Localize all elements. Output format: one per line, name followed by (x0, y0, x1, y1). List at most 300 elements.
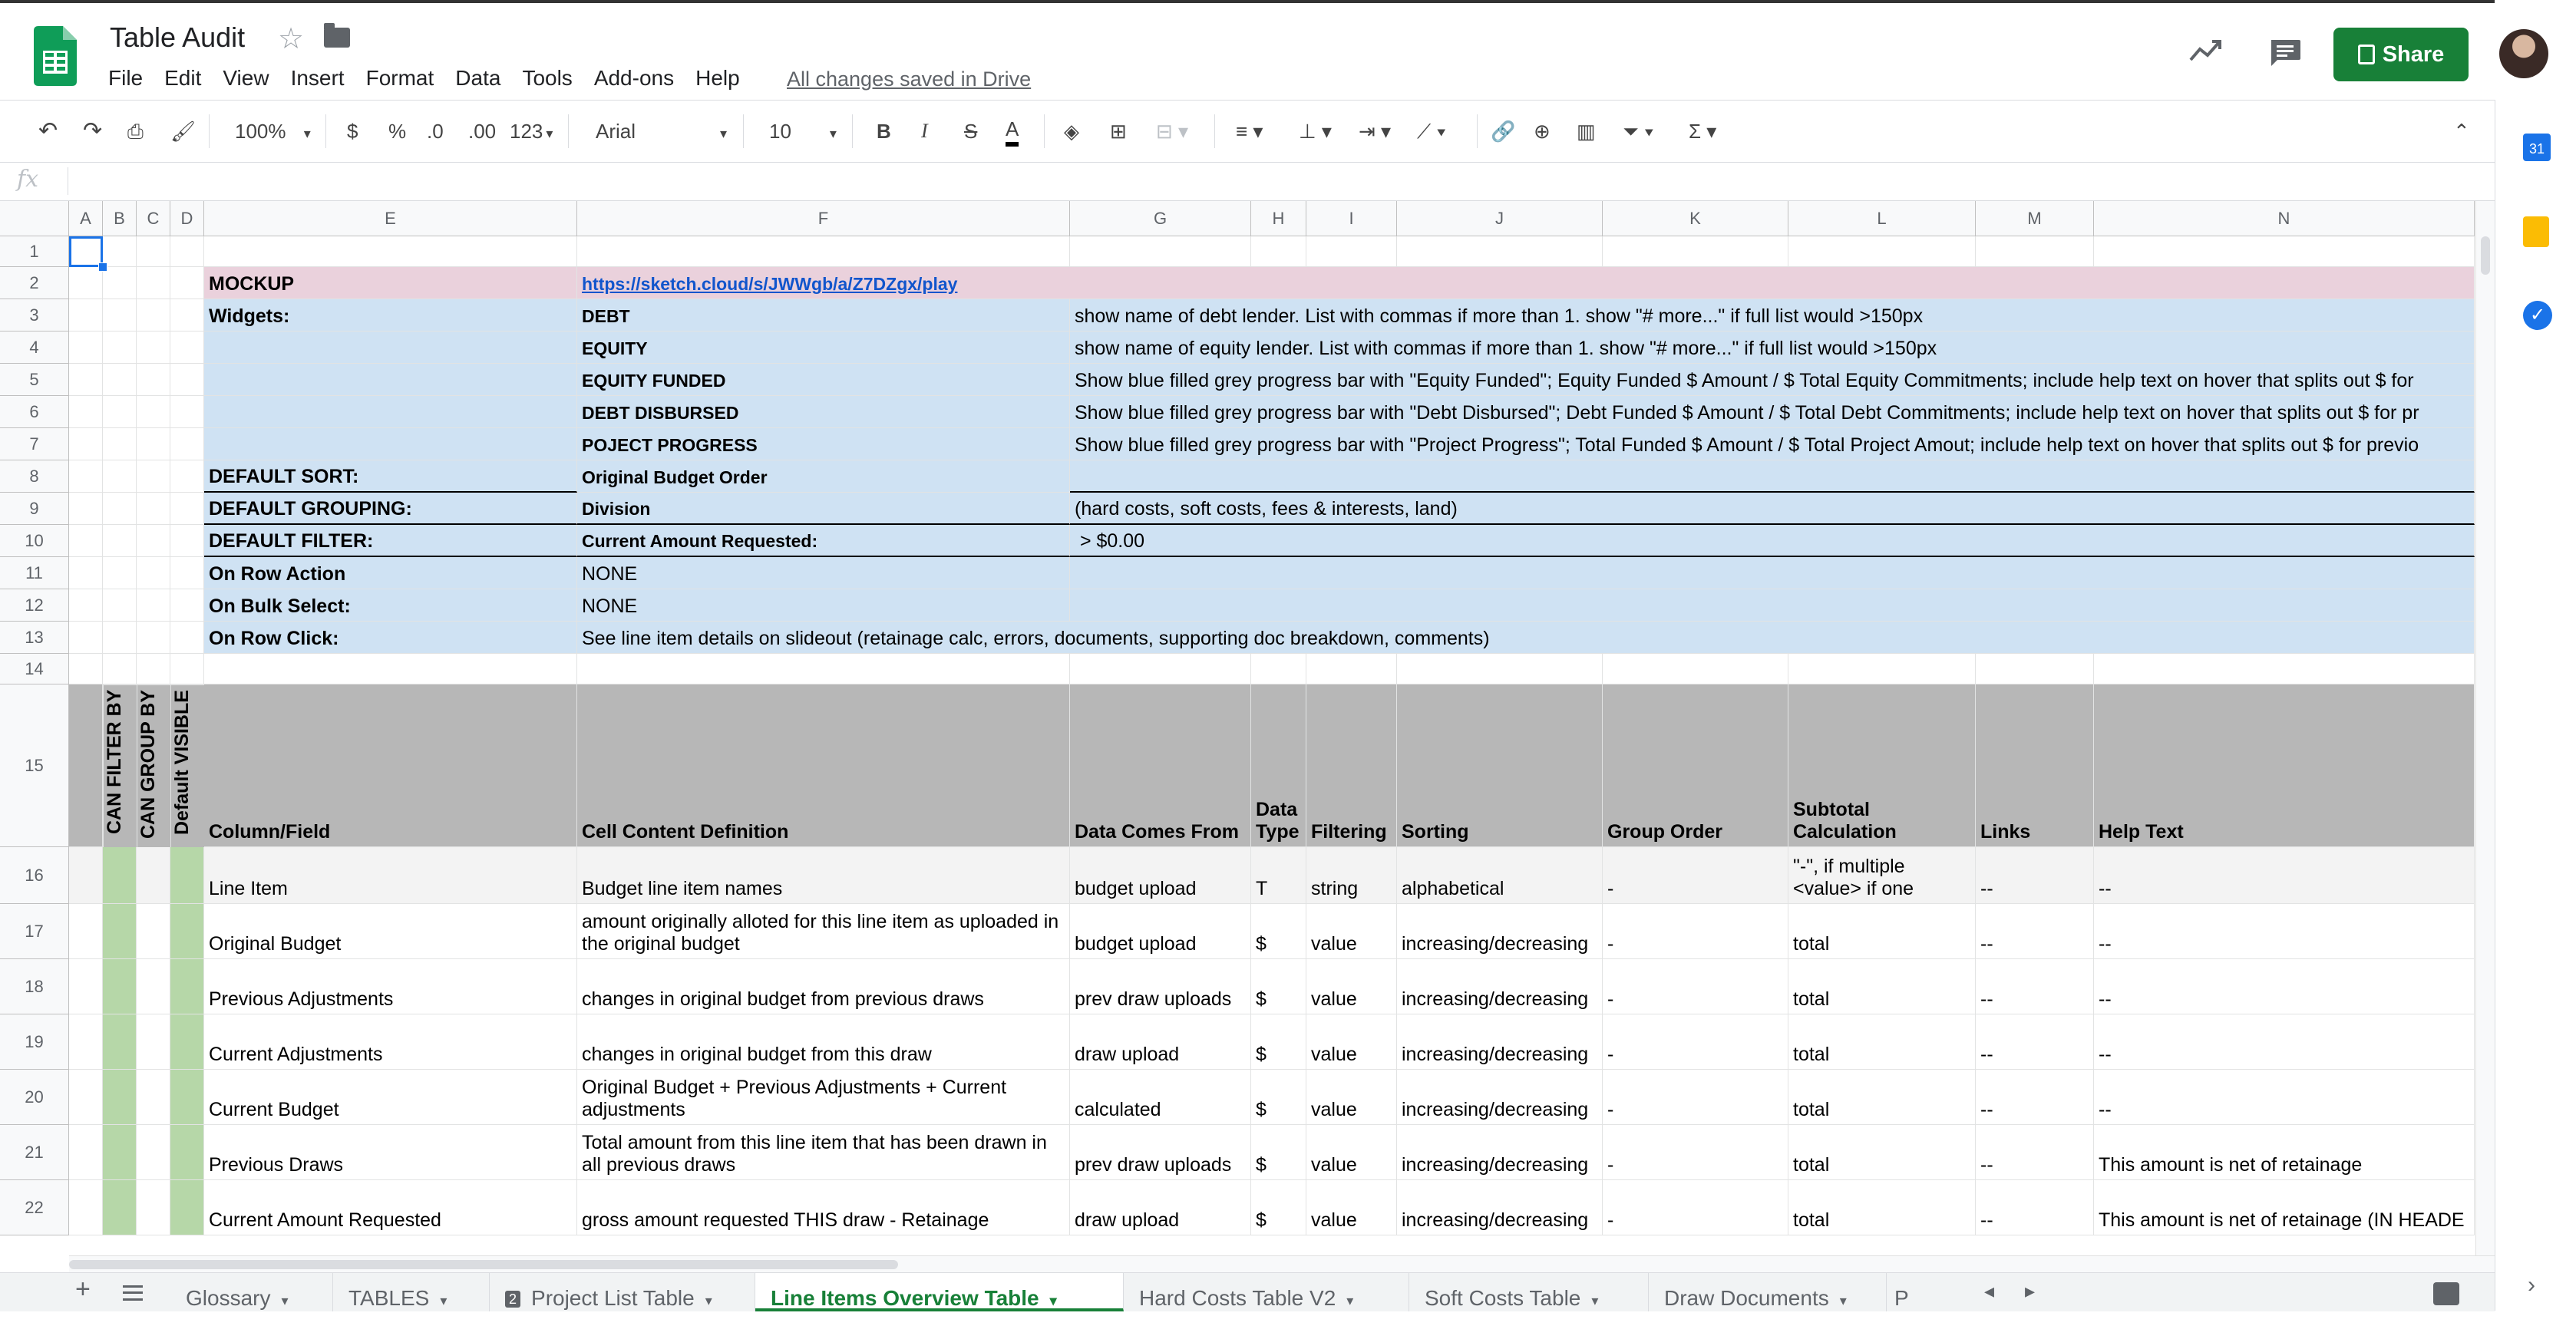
empty-cell[interactable] (170, 460, 204, 493)
empty-cell[interactable] (137, 493, 170, 525)
checkbox-can-group[interactable] (137, 847, 170, 904)
empty-cell[interactable] (170, 654, 204, 684)
empty-cell[interactable] (137, 299, 170, 332)
table-cell-help[interactable]: -- (2094, 847, 2475, 904)
checkbox-default-visible[interactable] (170, 1125, 204, 1180)
table-cell-sorting[interactable]: increasing/decreasing (1397, 1070, 1603, 1125)
checkbox-can-group[interactable] (137, 959, 170, 1014)
empty-cell[interactable] (69, 1070, 103, 1125)
default-sort-label[interactable]: DEFAULT SORT: (204, 460, 577, 493)
sheet-tab-soft-costs-table[interactable] (1409, 1273, 1649, 1311)
table-cell-source[interactable]: draw upload (1070, 1014, 1251, 1070)
table-cell-group-order[interactable]: - (1603, 959, 1788, 1014)
checkbox-default-visible[interactable] (170, 1180, 204, 1235)
table-cell-help[interactable]: -- (2094, 959, 2475, 1014)
mockup-link[interactable]: https://sketch.cloud/s/JWWgb/a/Z7DZgx/play (577, 267, 2475, 299)
row-header-10[interactable]: 10 (0, 525, 69, 557)
keep-icon[interactable] (2523, 216, 2549, 247)
checkbox-can-group[interactable] (137, 1014, 170, 1070)
table-cell-group-order[interactable]: - (1603, 1125, 1788, 1180)
empty-cell[interactable] (69, 493, 103, 525)
table-cell-sorting[interactable]: increasing/decreasing (1397, 1125, 1603, 1180)
empty-cell[interactable] (170, 557, 204, 589)
table-cell-source[interactable]: prev draw uploads (1070, 959, 1251, 1014)
sheet-tab-p[interactable] (1887, 1273, 1917, 1311)
empty-cell[interactable] (170, 622, 204, 654)
empty-cell[interactable] (204, 428, 577, 460)
empty-cell[interactable] (69, 332, 103, 364)
decrease-decimals-button[interactable]: .0 (427, 120, 444, 143)
collapse-toolbar-icon[interactable]: ⌃ (2453, 120, 2470, 143)
default-grouping-label[interactable]: DEFAULT GROUPING: (204, 493, 577, 525)
table-cell-help[interactable]: This amount is net of retainage (IN HEADE (2094, 1180, 2475, 1235)
empty-cell[interactable] (69, 1014, 103, 1070)
table-cell-sorting[interactable]: increasing/decreasing (1397, 959, 1603, 1014)
empty-cell[interactable] (1306, 236, 1397, 267)
empty-cell[interactable] (137, 622, 170, 654)
empty-cell[interactable] (103, 622, 137, 654)
column-header-d[interactable]: D (170, 201, 204, 236)
table-cell-field[interactable]: Current Amount Requested (204, 1180, 577, 1235)
folder-icon[interactable] (324, 28, 350, 48)
fill-handle[interactable] (98, 262, 107, 272)
text-rotation-icon[interactable]: ⟋ ▾ (1417, 120, 1447, 143)
empty-cell[interactable] (103, 332, 137, 364)
horizontal-scroll-thumb[interactable] (69, 1260, 898, 1269)
table-cell-definition[interactable]: gross amount requested THIS draw - Retainage (577, 1180, 1070, 1235)
currency-format-button[interactable]: $ (347, 120, 358, 143)
on-row-click-label[interactable]: On Row Click: (204, 622, 577, 654)
on-row-action-label[interactable]: On Row Action (204, 557, 577, 589)
empty-cell[interactable] (1603, 654, 1788, 684)
widget-name[interactable]: DEBT (577, 299, 1070, 332)
menu-tools[interactable]: Tools (522, 66, 573, 90)
row-header-1[interactable]: 1 (0, 236, 69, 267)
empty-cell[interactable] (577, 236, 1070, 267)
empty-cell[interactable] (1070, 236, 1251, 267)
empty-cell[interactable] (1788, 654, 1976, 684)
widget-name[interactable]: POJECT PROGRESS (577, 428, 1070, 460)
checkbox-default-visible[interactable] (170, 959, 204, 1014)
menu-view[interactable]: View (223, 66, 269, 90)
increase-decimals-button[interactable]: .00 (468, 120, 497, 143)
empty-cell[interactable] (204, 396, 577, 428)
table-cell-definition[interactable]: Original Budget + Previous Adjustments + Current adjustments (577, 1070, 1070, 1125)
widget-description[interactable]: show name of debt lender. List with commas if more than 1. show "# more..." if full list would >150px (1070, 299, 2475, 332)
empty-cell[interactable] (137, 557, 170, 589)
functions-icon[interactable]: Σ ▾ (1689, 120, 1717, 143)
table-cell-subtotal[interactable]: total (1788, 959, 1976, 1014)
table-cell-definition[interactable]: Total amount from this line item that has been drawn in all previous draws (577, 1125, 1070, 1180)
table-cell-source[interactable]: draw upload (1070, 1180, 1251, 1235)
empty-cell[interactable] (103, 557, 137, 589)
table-cell-source[interactable]: prev draw uploads (1070, 1125, 1251, 1180)
table-cell-links[interactable]: -- (1976, 1125, 2094, 1180)
column-header-n[interactable]: N (2094, 201, 2475, 236)
empty-cell[interactable] (137, 396, 170, 428)
table-cell-type[interactable]: $ (1251, 959, 1306, 1014)
table-cell-definition[interactable]: changes in original budget from previous draws (577, 959, 1070, 1014)
column-header-e[interactable]: E (204, 201, 577, 236)
table-cell-filtering[interactable]: value (1306, 1070, 1397, 1125)
merge-cells-icon[interactable]: ⊟ ▾ (1156, 120, 1189, 143)
table-cell-subtotal[interactable]: total (1788, 1070, 1976, 1125)
table-cell-field[interactable]: Current Adjustments (204, 1014, 577, 1070)
table-cell-field[interactable]: Previous Draws (204, 1125, 577, 1180)
sheet-tab-hard-costs-table-v2[interactable] (1124, 1273, 1409, 1311)
widgets-label[interactable]: Widgets: (204, 299, 577, 332)
table-cell-subtotal[interactable]: "-", if multiple <value> if one (1788, 847, 1976, 904)
checkbox-can-filter[interactable] (103, 1180, 137, 1235)
row-header-5[interactable]: 5 (0, 364, 69, 396)
table-cell-help[interactable]: -- (2094, 904, 2475, 959)
on-row-action-value[interactable]: NONE (577, 557, 1070, 589)
table-cell-help[interactable]: -- (2094, 1014, 2475, 1070)
empty-cell[interactable] (137, 364, 170, 396)
table-cell-subtotal[interactable]: total (1788, 1014, 1976, 1070)
horizontal-scrollbar[interactable] (69, 1255, 2495, 1273)
zoom-select[interactable]: 100% ▾ (235, 120, 311, 143)
table-cell-source[interactable]: budget upload (1070, 847, 1251, 904)
sheet-tab-draw-documents[interactable] (1649, 1273, 1887, 1311)
menu-insert[interactable]: Insert (290, 66, 345, 90)
empty-cell[interactable] (69, 396, 103, 428)
table-cell-definition[interactable]: changes in original budget from this draw (577, 1014, 1070, 1070)
sheet-tab-line-items-overview-table[interactable] (755, 1273, 1124, 1311)
table-cell-links[interactable]: -- (1976, 904, 2094, 959)
row-header-17[interactable]: 17 (0, 904, 69, 959)
column-header-j[interactable]: J (1397, 201, 1603, 236)
empty-cell[interactable] (204, 654, 577, 684)
empty-cell[interactable] (69, 428, 103, 460)
table-cell-filtering[interactable]: value (1306, 959, 1397, 1014)
table-cell-filtering[interactable]: string (1306, 847, 1397, 904)
empty-cell[interactable] (69, 622, 103, 654)
empty-cell[interactable] (69, 959, 103, 1014)
table-cell-definition[interactable]: amount originally alloted for this line item as uploaded in the original budget (577, 904, 1070, 959)
sheet-tab-project-list-table[interactable] (490, 1273, 755, 1311)
empty-cell[interactable] (1397, 654, 1603, 684)
table-cell-links[interactable]: -- (1976, 959, 2094, 1014)
checkbox-can-group[interactable] (137, 1070, 170, 1125)
checkbox-default-visible[interactable] (170, 904, 204, 959)
checkbox-default-visible[interactable] (170, 1014, 204, 1070)
column-header-f[interactable]: F (577, 201, 1070, 236)
checkbox-can-filter[interactable] (103, 959, 137, 1014)
row-header-18[interactable]: 18 (0, 959, 69, 1014)
empty-cell[interactable] (137, 654, 170, 684)
table-cell-field[interactable]: Current Budget (204, 1070, 577, 1125)
checkbox-can-group[interactable] (137, 1180, 170, 1235)
document-title[interactable]: Table Audit (110, 21, 246, 53)
on-bulk-select-label[interactable]: On Bulk Select: (204, 589, 577, 622)
empty-cell[interactable] (2094, 236, 2475, 267)
table-cell-type[interactable]: $ (1251, 904, 1306, 959)
empty-cell[interactable] (1070, 654, 1251, 684)
widget-name[interactable]: EQUITY FUNDED (577, 364, 1070, 396)
fill-color-icon[interactable]: ◈ (1064, 120, 1079, 143)
menu-file[interactable]: File (108, 66, 144, 90)
paint-format-icon[interactable]: 🖌 (170, 120, 197, 143)
header-definition[interactable]: Cell Content Definition (577, 684, 1070, 847)
row-header-9[interactable]: 9 (0, 493, 69, 525)
table-cell-field[interactable]: Line Item (204, 847, 577, 904)
checkbox-default-visible[interactable] (170, 1070, 204, 1125)
table-cell-links[interactable]: -- (1976, 1180, 2094, 1235)
table-cell-subtotal[interactable]: total (1788, 904, 1976, 959)
sheet-tab-tables[interactable] (333, 1273, 490, 1311)
menu-data[interactable]: Data (455, 66, 501, 90)
table-cell-field[interactable]: Previous Adjustments (204, 959, 577, 1014)
row-header-15[interactable]: 15 (0, 684, 69, 847)
table-cell-links[interactable]: -- (1976, 847, 2094, 904)
add-sheet-icon[interactable]: + (75, 1275, 91, 1304)
column-header-h[interactable]: H (1251, 201, 1306, 236)
expand-panel-icon[interactable]: › (2528, 1272, 2535, 1298)
empty-cell[interactable] (1976, 654, 2094, 684)
column-header-a[interactable]: A (69, 201, 103, 236)
widget-description[interactable]: Show blue filled grey progress bar with "Debt Disbursed"; Debt Funded $ Amount / $ Total Debt Commitments; include help text on hover that splits out $ for pr (1070, 396, 2475, 428)
row-header-11[interactable]: 11 (0, 557, 69, 589)
table-cell-definition[interactable]: Budget line item names (577, 847, 1070, 904)
empty-cell[interactable] (137, 460, 170, 493)
insert-link-icon[interactable]: 🔗 (1491, 120, 1516, 143)
strikethrough-button[interactable]: S (964, 120, 978, 143)
widget-name[interactable]: DEBT DISBURSED (577, 396, 1070, 428)
table-cell-subtotal[interactable]: total (1788, 1125, 1976, 1180)
vertical-scrollbar[interactable] (2475, 201, 2495, 1255)
empty-cell[interactable] (69, 1180, 103, 1235)
table-cell-filtering[interactable]: value (1306, 1180, 1397, 1235)
horizontal-align-icon[interactable]: ≡ ▾ (1236, 120, 1263, 143)
header-type[interactable]: Data Type (1251, 684, 1306, 847)
empty-cell[interactable] (204, 332, 577, 364)
empty-cell[interactable] (1603, 236, 1788, 267)
empty-cell[interactable] (1251, 236, 1306, 267)
table-cell-type[interactable]: $ (1251, 1125, 1306, 1180)
empty-cell[interactable] (170, 525, 204, 557)
row-header-22[interactable]: 22 (0, 1180, 69, 1235)
font-size-select[interactable]: 10 ▾ (769, 120, 837, 143)
undo-icon[interactable]: ↶ (38, 118, 58, 143)
empty-cell[interactable] (69, 267, 103, 299)
checkbox-can-filter[interactable] (103, 1014, 137, 1070)
on-row-click-value[interactable]: See line item details on slideout (retainage calc, errors, documents, supporting doc breakdown, comments) (577, 622, 2475, 654)
formula-input[interactable] (77, 163, 2456, 200)
empty-cell[interactable] (103, 589, 137, 622)
header-subtotal[interactable]: Subtotal Calculation (1788, 684, 1976, 847)
empty-cell[interactable] (170, 332, 204, 364)
share-button[interactable] (2333, 28, 2469, 81)
comment-icon[interactable] (2268, 38, 2302, 68)
empty-cell[interactable] (69, 589, 103, 622)
empty-cell[interactable] (1251, 654, 1306, 684)
column-header-i[interactable]: I (1306, 201, 1397, 236)
text-color-button[interactable]: A (1006, 116, 1019, 147)
table-cell-help[interactable]: -- (2094, 1070, 2475, 1125)
empty-cell[interactable] (69, 364, 103, 396)
redo-icon[interactable]: ↷ (83, 118, 103, 143)
header-can-filter[interactable]: CAN FILTER BY (103, 684, 137, 847)
filter-icon[interactable]: ⏷ ▾ (1623, 120, 1654, 143)
sheets-logo-icon[interactable] (34, 26, 77, 86)
avatar[interactable] (2499, 29, 2548, 78)
row-header-4[interactable]: 4 (0, 332, 69, 364)
widget-description[interactable]: Show blue filled grey progress bar with "Project Progress"; Total Funded $ Amount / $ Total Project Amout; include help text on hover that splits out $ for previo (1070, 428, 2475, 460)
empty-cell[interactable] (204, 236, 577, 267)
empty-cell[interactable] (1070, 557, 2475, 589)
empty-cell[interactable] (103, 236, 137, 267)
table-cell-field[interactable]: Original Budget (204, 904, 577, 959)
table-cell-group-order[interactable]: - (1603, 904, 1788, 959)
star-icon[interactable]: ☆ (278, 23, 305, 55)
table-cell-sorting[interactable]: alphabetical (1397, 847, 1603, 904)
empty-cell[interactable] (103, 267, 137, 299)
empty-cell[interactable] (1976, 236, 2094, 267)
chevron-down-icon[interactable]: ▾ (1049, 1293, 1057, 1308)
header-can-group[interactable]: CAN GROUP BY (137, 684, 170, 847)
table-cell-group-order[interactable]: - (1603, 1070, 1788, 1125)
empty-cell[interactable] (137, 589, 170, 622)
select-all-corner[interactable] (0, 201, 69, 236)
default-filter-note[interactable]: > $0.00 (1070, 525, 2475, 557)
empty-cell[interactable] (1070, 460, 2475, 493)
empty-cell[interactable] (170, 396, 204, 428)
row-header-19[interactable]: 19 (0, 1014, 69, 1070)
empty-cell[interactable] (137, 236, 170, 267)
tab-scroll-arrows-icon[interactable]: ◂▸ (1984, 1279, 2066, 1302)
checkbox-can-filter[interactable] (103, 847, 137, 904)
calendar-icon[interactable]: 31 (2523, 134, 2551, 161)
empty-cell[interactable] (170, 493, 204, 525)
chevron-down-icon[interactable]: ▾ (1591, 1293, 1599, 1308)
spreadsheet-grid[interactable] (0, 201, 2475, 1255)
row-header-7[interactable]: 7 (0, 428, 69, 460)
table-cell-filtering[interactable]: value (1306, 1125, 1397, 1180)
menu-format[interactable]: Format (365, 66, 434, 90)
table-cell-help[interactable]: This amount is net of retainage (2094, 1125, 2475, 1180)
empty-cell[interactable] (69, 904, 103, 959)
column-header-m[interactable]: M (1976, 201, 2094, 236)
table-cell-sorting[interactable]: increasing/decreasing (1397, 1014, 1603, 1070)
empty-cell[interactable] (69, 847, 103, 904)
borders-icon[interactable]: ⊞ (1110, 120, 1127, 143)
empty-cell[interactable] (69, 557, 103, 589)
widget-description[interactable]: Show blue filled grey progress bar with "Equity Funded"; Equity Funded $ Amount / $ Total Equity Commitments; include help text on hover that splits out $ for (1070, 364, 2475, 396)
empty-cell[interactable] (1397, 236, 1603, 267)
explore-icon[interactable] (2433, 1282, 2459, 1305)
row-header-20[interactable]: 20 (0, 1070, 69, 1125)
empty-cell[interactable] (170, 428, 204, 460)
empty-cell[interactable] (103, 654, 137, 684)
table-cell-group-order[interactable]: - (1603, 1014, 1788, 1070)
row-header-6[interactable]: 6 (0, 396, 69, 428)
header-sorting[interactable]: Sorting (1397, 684, 1603, 847)
header-field[interactable]: Column/Field (204, 684, 577, 847)
chevron-down-icon[interactable]: ▾ (1839, 1293, 1847, 1308)
checkbox-can-filter[interactable] (103, 1070, 137, 1125)
menu-help[interactable]: Help (695, 66, 740, 90)
empty-cell[interactable] (69, 684, 103, 847)
empty-cell[interactable] (103, 364, 137, 396)
default-grouping-note[interactable]: (hard costs, soft costs, fees & interests, land) (1070, 493, 2475, 525)
table-cell-sorting[interactable]: increasing/decreasing (1397, 904, 1603, 959)
all-sheets-icon[interactable] (123, 1285, 143, 1301)
row-header-16[interactable]: 16 (0, 847, 69, 904)
empty-cell[interactable] (103, 460, 137, 493)
empty-cell[interactable] (170, 267, 204, 299)
empty-cell[interactable] (137, 428, 170, 460)
row-header-21[interactable]: 21 (0, 1125, 69, 1180)
column-header-c[interactable]: C (137, 201, 170, 236)
vertical-scroll-thumb[interactable] (2481, 236, 2490, 275)
insert-chart-icon[interactable]: ▥ (1577, 120, 1596, 143)
empty-cell[interactable] (69, 525, 103, 557)
chevron-down-icon[interactable]: ▾ (440, 1293, 447, 1308)
header-links[interactable]: Links (1976, 684, 2094, 847)
empty-cell[interactable] (103, 428, 137, 460)
vertical-align-icon[interactable]: ⊥ ▾ (1299, 120, 1332, 143)
row-header-13[interactable]: 13 (0, 622, 69, 654)
header-help[interactable]: Help Text (2094, 684, 2475, 847)
empty-cell[interactable] (1306, 654, 1397, 684)
table-cell-filtering[interactable]: value (1306, 1014, 1397, 1070)
more-formats-button[interactable]: 123 ▾ (510, 120, 553, 143)
menu-addons[interactable]: Add-ons (593, 66, 675, 90)
chevron-down-icon[interactable]: ▾ (281, 1293, 289, 1308)
empty-cell[interactable] (2094, 654, 2475, 684)
empty-cell[interactable] (103, 525, 137, 557)
chevron-down-icon[interactable]: ▾ (705, 1293, 712, 1308)
table-cell-links[interactable]: -- (1976, 1070, 2094, 1125)
header-group-order[interactable]: Group Order (1603, 684, 1788, 847)
font-select[interactable]: Arial ▾ (596, 120, 728, 143)
bold-button[interactable]: B (877, 120, 891, 143)
row-header-2[interactable]: 2 (0, 267, 69, 299)
checkbox-can-group[interactable] (137, 1125, 170, 1180)
table-cell-source[interactable]: budget upload (1070, 904, 1251, 959)
row-header-12[interactable]: 12 (0, 589, 69, 622)
empty-cell[interactable] (1070, 589, 2475, 622)
insert-comment-icon[interactable]: ⊕ (1534, 120, 1551, 143)
empty-cell[interactable] (137, 267, 170, 299)
empty-cell[interactable] (103, 299, 137, 332)
table-cell-sorting[interactable]: increasing/decreasing (1397, 1180, 1603, 1235)
header-source[interactable]: Data Comes From (1070, 684, 1251, 847)
empty-cell[interactable] (69, 654, 103, 684)
row-header-14[interactable]: 14 (0, 654, 69, 684)
widget-name[interactable]: EQUITY (577, 332, 1070, 364)
mockup-label[interactable]: MOCKUP (204, 267, 577, 299)
empty-cell[interactable] (170, 364, 204, 396)
empty-cell[interactable] (137, 525, 170, 557)
row-header-3[interactable]: 3 (0, 299, 69, 332)
table-cell-group-order[interactable]: - (1603, 847, 1788, 904)
table-cell-links[interactable]: -- (1976, 1014, 2094, 1070)
empty-cell[interactable] (170, 299, 204, 332)
widget-description[interactable]: show name of equity lender. List with commas if more than 1. show "# more..." if full list would >150px (1070, 332, 2475, 364)
tasks-icon[interactable]: ✓ (2523, 301, 2552, 330)
default-filter-value[interactable]: Current Amount Requested: (577, 525, 1070, 557)
on-bulk-select-value[interactable]: NONE (577, 589, 1070, 622)
checkbox-can-group[interactable] (137, 904, 170, 959)
checkbox-can-filter[interactable] (103, 904, 137, 959)
column-header-g[interactable]: G (1070, 201, 1251, 236)
empty-cell[interactable] (170, 589, 204, 622)
empty-cell[interactable] (69, 299, 103, 332)
row-header-8[interactable]: 8 (0, 460, 69, 493)
table-cell-source[interactable]: calculated (1070, 1070, 1251, 1125)
